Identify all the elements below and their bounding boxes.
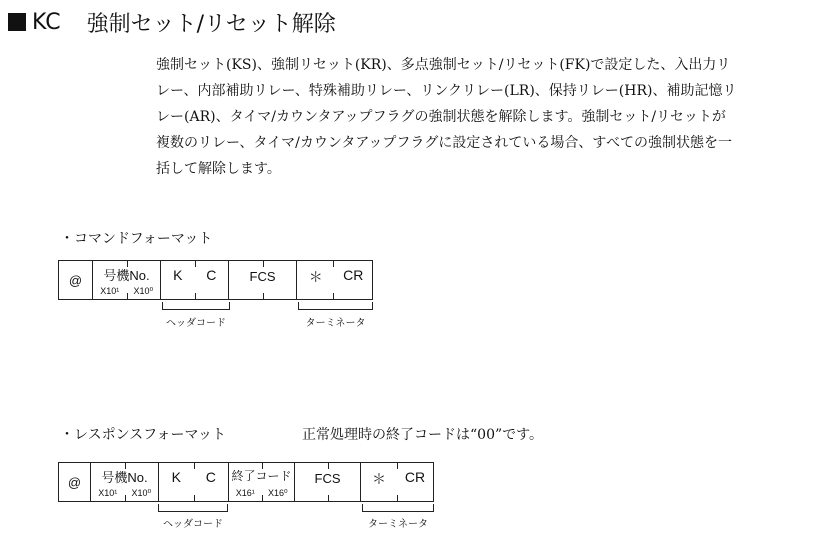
header-char: K: [173, 267, 183, 283]
unit-number-cell: [93, 261, 161, 299]
header-code-chars: [161, 267, 228, 283]
fcs-label: FCS: [314, 471, 341, 486]
unit-number-digits: [93, 286, 160, 297]
digit-weight: X16⁰: [267, 488, 288, 498]
terminator-bracket: [298, 302, 373, 310]
start-char-cell: [59, 463, 91, 501]
end-code-label: 終了コード: [231, 469, 292, 483]
description-line: 複数のリレー、タイマ/カウンタアップフラグに設定されている場合、すべての強制状態を一: [156, 135, 733, 151]
digit-weight: X10¹: [98, 488, 118, 498]
terminator-chars: [297, 267, 372, 287]
cr-char: CR: [343, 267, 364, 283]
square-bullet-icon: [8, 13, 26, 31]
header-code-chars: [159, 469, 228, 485]
fcs-cell: [295, 463, 361, 501]
description-line: レー、内部補助リレー、特殊補助リレー、リンクリレー(LR)、保持リレー(HR)、補助記憶リ: [156, 83, 737, 99]
terminator-chars: [361, 469, 433, 489]
at-sign: @: [67, 474, 82, 490]
terminator-cell: [361, 463, 433, 501]
cell-divider-tick: [397, 495, 398, 501]
asterisk-char: ＊: [372, 471, 386, 487]
fcs-label: FCS: [249, 269, 276, 284]
header-code-caption: ヘッダコード: [163, 519, 223, 530]
cr-char: CR: [404, 469, 426, 485]
asterisk-char: ＊: [308, 269, 323, 285]
cell-divider-tick: [195, 293, 196, 299]
fcs-cell: [229, 261, 297, 299]
cell-divider-tick: [263, 293, 264, 299]
header-char: C: [205, 469, 216, 485]
unit-number-cell: [91, 463, 159, 501]
description-line: レー(AR)、タイマ/カウンタアップフラグの強制状態を解除します。強制セット/リセットが: [156, 109, 726, 125]
command-title: 強制セット/リセット解除: [86, 11, 336, 37]
digit-weight: X10¹: [100, 286, 120, 296]
unit-number-label: 号機No.: [101, 470, 148, 485]
terminator-cell: [297, 261, 372, 299]
digit-weight: X10⁰: [131, 488, 152, 498]
page-title: [8, 6, 336, 38]
at-sign: @: [68, 272, 83, 288]
response-format-label: ・レスポンスフォーマット: [60, 427, 226, 443]
header-char: C: [206, 267, 217, 283]
cell-divider-tick: [194, 495, 195, 501]
command-format-label: ・コマンドフォーマット: [60, 231, 213, 247]
cell-divider-tick: [263, 261, 264, 267]
unit-number-label: 号機No.: [103, 268, 150, 283]
description: [156, 52, 824, 182]
command-code: KC: [32, 9, 61, 35]
terminator-caption: ターミネータ: [305, 318, 366, 329]
header-code-cell: [161, 261, 229, 299]
unit-number-digits: [91, 488, 158, 499]
response-note: 正常処理時の終了コードは“00”です。: [302, 427, 544, 443]
header-code-bracket: [162, 302, 230, 310]
header-code-cell: [159, 463, 229, 501]
terminator-caption: ターミネータ: [368, 519, 428, 530]
cell-divider-tick: [333, 293, 334, 299]
header-code-caption: ヘッダコード: [166, 318, 226, 329]
digit-weight: X10⁰: [133, 286, 154, 296]
description-line: 強制セット(KS)、強制リセット(KR)、多点強制セット/リセット(FK)で設定した、入出力リ: [156, 57, 731, 73]
end-code-cell: [229, 463, 295, 501]
cell-divider-tick: [328, 463, 329, 469]
digit-weight: X16¹: [235, 488, 255, 498]
start-char-cell: [59, 261, 93, 299]
response-frame-diagram: [58, 462, 434, 502]
command-frame-diagram: [58, 260, 373, 300]
terminator-bracket: [362, 504, 434, 512]
description-line: 括して解除します。: [156, 161, 281, 177]
header-code-bracket: [158, 504, 228, 512]
cell-divider-tick: [328, 495, 329, 501]
end-code-digits: [229, 488, 294, 499]
header-char: K: [171, 469, 181, 485]
